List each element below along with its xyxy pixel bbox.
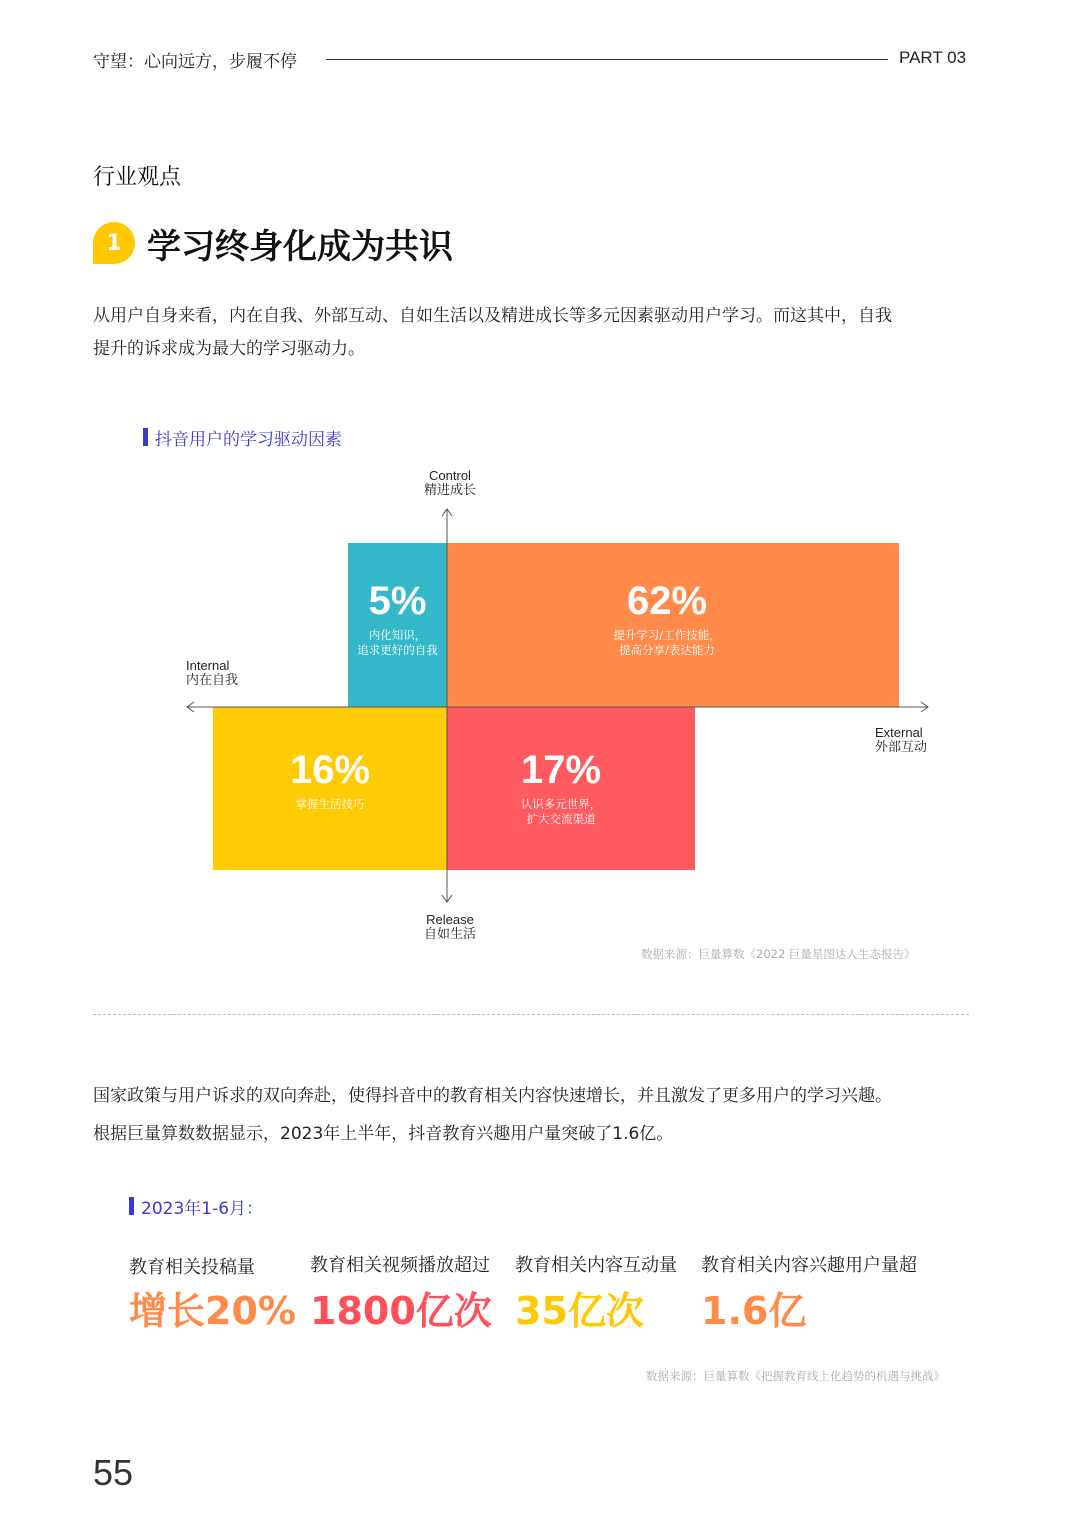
axis-label-right — [875, 726, 927, 754]
header-title: 守望：心向远方，步履不停 — [93, 52, 297, 72]
quadrant-value: 62% — [626, 579, 708, 623]
axis-label-left — [186, 659, 238, 687]
quadrant-value: 17% — [520, 748, 602, 792]
axis-label-en: External — [875, 725, 923, 740]
axis-label-top — [400, 469, 500, 497]
intro-paragraph-line: 从用户自身来看，内在自我、外部互动、自如生活以及精进成长等多元因素驱动用户学习。而这其中，自我 — [93, 306, 892, 326]
section-label: 行业观点 — [93, 165, 182, 190]
quadrant-desc-line: 掌握生活技巧 — [295, 797, 365, 811]
quadrant-value: 16% — [289, 748, 371, 792]
second-paragraph-line: 国家政策与用户诉求的双向奔赴，使得抖音中的教育相关内容快速增长，并且激发了更多用户的学习兴趣。 — [93, 1086, 892, 1106]
stats-title-marker — [129, 1197, 134, 1215]
section-divider — [93, 1014, 969, 1015]
quadrant-desc-line: 追求更好的自我 — [357, 643, 438, 657]
quadrant-desc-line: 提高分享/表达能力 — [619, 643, 715, 657]
second-paragraph-line: 根据巨量算数数据显示，2023年上半年，抖音教育兴趣用户量突破了1.6亿。 — [93, 1124, 674, 1144]
stat-label: 教育相关内容兴趣用户量超 — [701, 1255, 917, 1276]
stat-value: 35亿次 — [515, 1289, 644, 1333]
chart-source: 数据来源：巨量算数《2022 巨量星图达人生态报告》 — [641, 947, 916, 961]
stat-label: 教育相关内容互动量 — [515, 1255, 677, 1276]
stat-label: 教育相关视频播放超过 — [310, 1255, 490, 1276]
axis-label-zh: 内在自我 — [186, 672, 239, 687]
axis-label-zh: 外部互动 — [875, 739, 928, 754]
heading-number-badge: 1 — [93, 222, 135, 264]
quadrant-desc-line: 扩大交流渠道 — [526, 812, 596, 826]
stats-title: 2023年1-6月： — [141, 1199, 264, 1219]
quadrant-desc-line: 认识多元世界， — [520, 797, 602, 811]
stats-source: 数据来源：巨量算数《把握教育线上化趋势的机遇与挑战》 — [646, 1369, 945, 1383]
stat-value: 1800亿次 — [310, 1289, 492, 1333]
axis-label-en: Internal — [186, 658, 230, 673]
axis-label-en: Control — [429, 468, 471, 483]
stat-value: 增长20% — [129, 1289, 296, 1333]
page-heading: 学习终身化成为共识 — [147, 227, 453, 267]
chart-title: 抖音用户的学习驱动因素 — [155, 430, 342, 450]
quadrant-desc-line: 内化知识， — [368, 628, 427, 642]
axis-label-en: Release — [426, 912, 474, 927]
intro-paragraph-line: 提升的诉求成为最大的学习驱动力。 — [93, 339, 365, 359]
axis-label-bottom — [400, 913, 500, 941]
page-number: 55 — [93, 1452, 134, 1493]
axis-label-zh: 精进成长 — [423, 482, 476, 497]
stat-value: 1.6亿 — [701, 1289, 807, 1333]
quadrant-desc-line: 提升学习/工作技能， — [613, 628, 721, 642]
stat-label: 教育相关投稿量 — [129, 1257, 255, 1278]
second-paragraph — [93, 1077, 981, 1153]
header-part-label: PART 03 — [899, 48, 967, 67]
axis-label-zh: 自如生活 — [423, 926, 476, 941]
quadrant-value: 5% — [368, 579, 427, 623]
